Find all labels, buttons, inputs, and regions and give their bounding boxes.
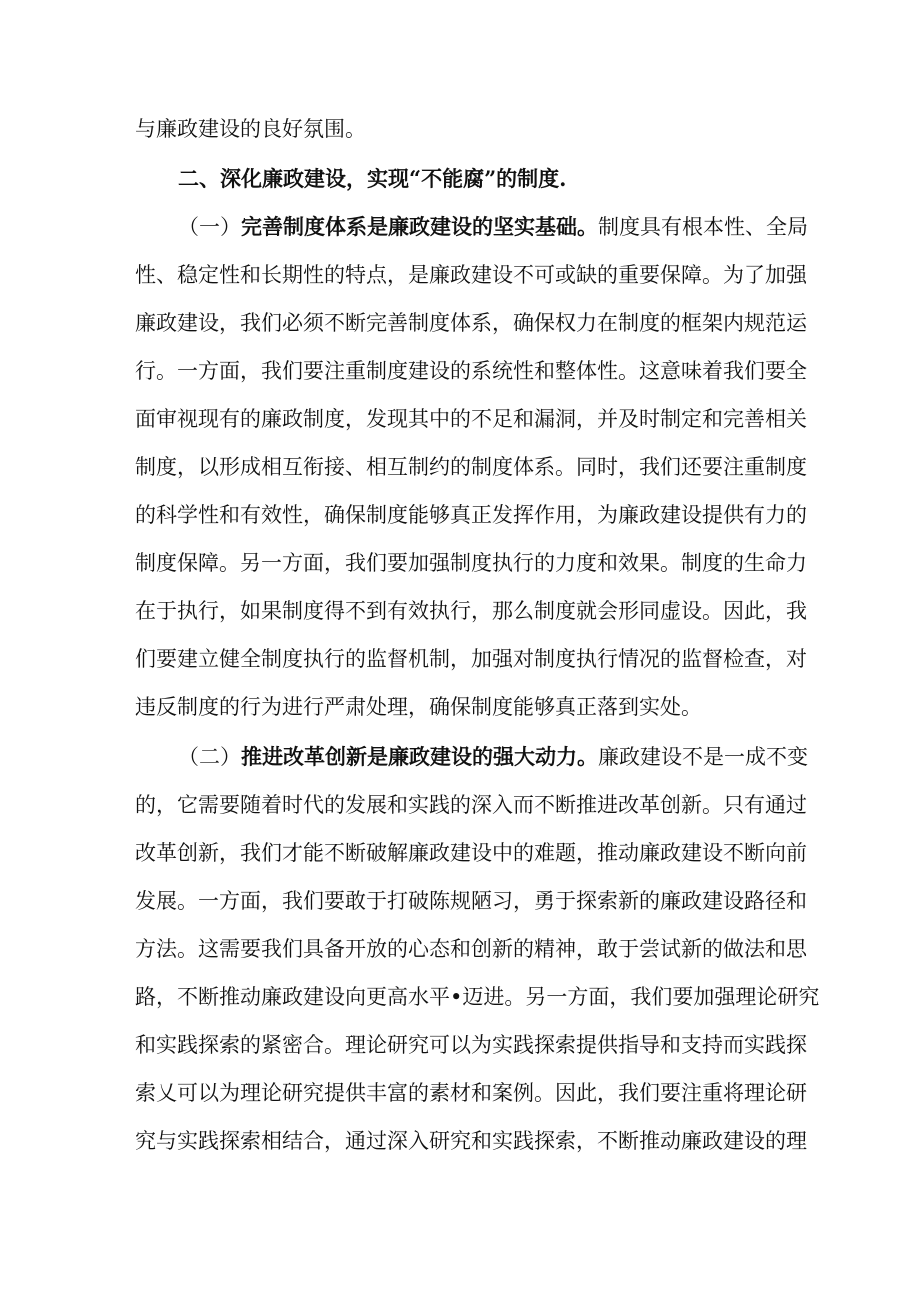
para2-bold-lead: 推进改革创新是廉政建设的强大动力。 — [241, 744, 598, 769]
para2-first-line — [178, 742, 808, 772]
para2-line: 的，它需要随着时代的发展和实践的深入而不断推进改革创新。只有通过 — [135, 793, 807, 817]
para1-line: 制度，以形成相互衔接、相互制约的制度体系。同时，我们还要注重制度 — [135, 455, 807, 479]
para1-line: 违反制度的行为进行严肃处理，确保制度能够真正落到实处。 — [135, 695, 702, 719]
para1-line: 在于执行，如果制度得不到有效执行，那么制度就会形同虚设。因此，我 — [135, 599, 807, 623]
para2-line: 索乂可以为理论研究提供丰富的素材和案例。因此，我们要注重将理论研 — [135, 1081, 807, 1105]
para1-line: 廉政建设，我们必须不断完善制度体系，确保权力在制度的框架内规范运 — [135, 311, 807, 335]
section-heading: 二、深化廉政建设，实现“不能腐”的制度. — [178, 166, 567, 191]
para2-line: 究与实践探索相结合，通过深入研究和实践探索，不断推动廉政建设的理 — [135, 1129, 807, 1153]
para2-line: 和实践探索的紧密合。理论研究可以为实践探索提供指导和支持而实践探 — [135, 1033, 807, 1057]
para2-line: 方法。这需要我们具备开放的心态和创新的精神，敢于尝试新的做法和思 — [135, 937, 807, 961]
para2-line: 发展。一方面，我们要敢于打破陈规陋习，勇于探索新的廉政建设路径和 — [135, 889, 807, 913]
para1-bold-lead: 完善制度体系是廉政建设的坚实基础。 — [241, 214, 598, 239]
para1-first-line-rest: 制度具有根本性、全局 — [598, 215, 808, 239]
para1-line: 行。一方面，我们要注重制度建设的系统性和整体性。这意味着我们要全 — [135, 359, 807, 383]
para2-first-line-rest: 廉政建设不是一成不变 — [598, 745, 808, 769]
para1-line: 面审视现有的廉政制度，发现其中的不足和漏洞，并及时制定和完善相关 — [135, 407, 807, 431]
para1-line: 的科学性和有效性，确保制度能够真正发挥作用，为廉政建设提供有力的 — [135, 503, 807, 527]
para2-line: 路，不断推动廉政建设向更高水平•迈进。另一方面，我们要加强理论研究 — [135, 985, 820, 1009]
para1-line: 性、稳定性和长期性的特点，是廉政建设不可或缺的重要保障。为了加强 — [135, 263, 807, 287]
para1-first-line — [178, 212, 808, 242]
para1-line: 们要建立健全制度执行的监督机制，加强对制度执行情况的监督检查，对 — [135, 647, 807, 671]
para2-line: 改革创新，我们才能不断破解廉政建设中的难题，推动廉政建设不断向前 — [135, 841, 807, 865]
para2-label: （二） — [178, 745, 241, 769]
para1-label: （一） — [178, 215, 241, 239]
intro-tail-line: 与廉政建设的良好氛围。 — [135, 117, 366, 141]
para1-line: 制度保障。另一方面，我们要加强制度执行的力度和效果。制度的生命力 — [135, 551, 807, 575]
